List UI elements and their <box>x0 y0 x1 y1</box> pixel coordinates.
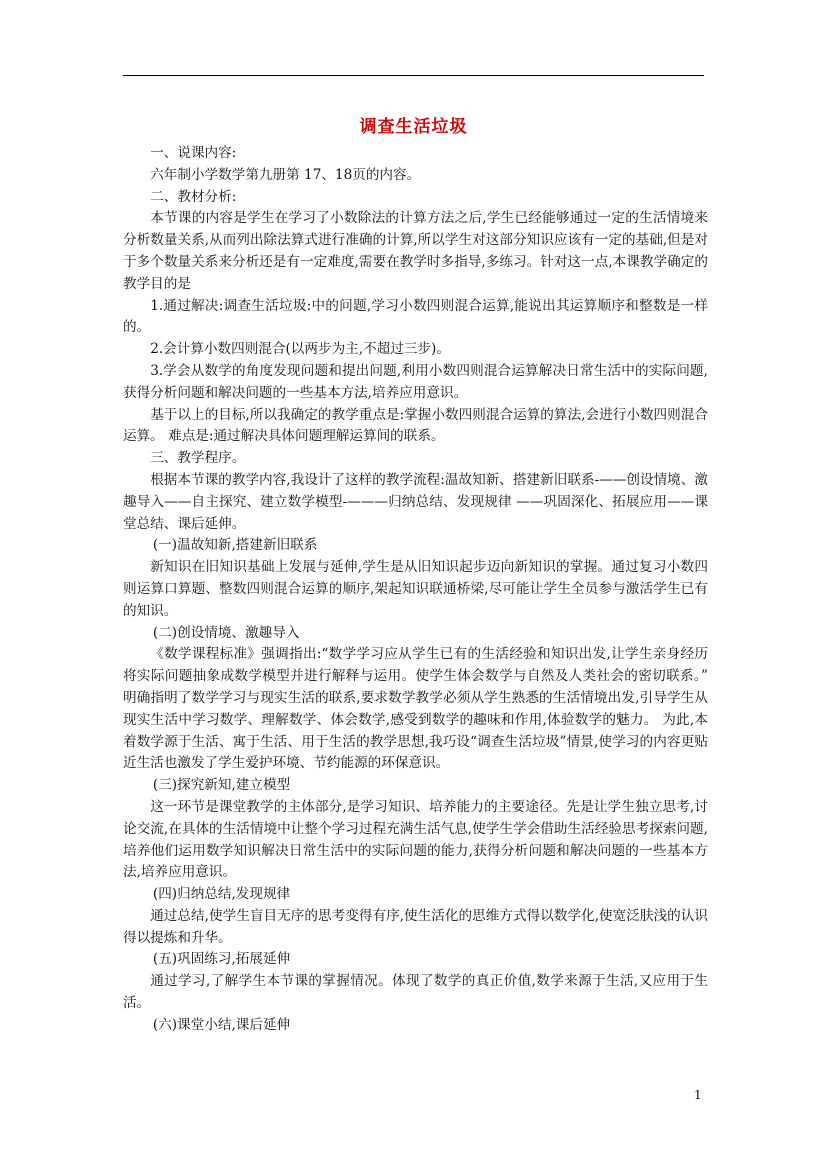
paragraph: 二、教材分析: <box>150 188 237 205</box>
paragraph: 这一环节是课堂教学的主体部分,是学习知识、培养能力的主要途径。先是让学生独立思考,讨论交流,在具体的生活情境中让整个学习过程充满生活气息,使学生学会借助生活经验思考探索问题,培养他们运用数学知识解决日常生活中的实际问题的能力,获得分析问题和解决问题的一些基本方法,培养应用意识。 <box>123 798 708 881</box>
paragraph: (一)温故知新,搭建新旧联系 <box>152 537 318 554</box>
paragraph: (五)巩固练习,拓展延伸 <box>152 951 291 968</box>
paragraph: 本节课的内容是学生在学习了小数除法的计算方法之后,学生已经能够通过一定的生活情境来分析数量关系,从而列出除法算式进行准确的计算,所以学生对这部分知识应该有一定的基础,但是对于多个数量关系来分析还是有一定难度,需要在教学时多指导,多练习。针对这一点,本课教学确定的教学目的是 <box>123 210 708 292</box>
paragraph: 3.学会从数学的角度发现问题和提出问题,利用小数四则混合运算解决日常生活中的实际问题,获得分析问题和解决问题的一些基本方法,培养应用意识。 <box>123 362 708 401</box>
document-title: 调查生活垃圾 <box>359 117 468 137</box>
paragraph: (四)归纳总结,发现规律 <box>152 886 291 903</box>
paragraph: (二)创设情境、激趣导入 <box>152 624 300 641</box>
paragraph: 根据本节课的教学内容,我设计了这样的教学流程:温故知新、搭建新旧联系-——创设情境、激趣导入——自主探究、建立数学模型-———归纳总结、发现规律 ——巩固深化、拓展应用——课堂总结、课后延伸。 <box>123 471 708 532</box>
paragraph: 基于以上的目标,所以我确定的教学重点是:掌握小数四则混合运算的算法,会进行小数四则混合运算。 难点是:通过解决具体问题理解运算间的联系。 <box>123 406 708 445</box>
paragraph: 三、教学程序。 <box>150 450 246 467</box>
paragraph: 通过总结,使学生盲目无序的思考变得有序,使生活化的思维方式得以数学化,使宽泛肤浅的认识得以提炼和升华。 <box>123 907 708 946</box>
paragraph: 通过学习,了解学生本节课的掌握情况。体现了数学的真正价值,数学来源于生活,又应用于生活。 <box>123 973 708 1012</box>
paragraph: (六)课堂小结,课后延伸 <box>152 1016 291 1033</box>
page-number: 1 <box>694 1088 702 1102</box>
paragraph: 《数学课程标准》强调指出:“数学学习应从学生已有的生活经验和知识出发,让学生亲身经历将实际问题抽象成数学模型并进行解释与运用。使学生体会数学与自然及人类社会的密切联系。” 明确指明了数学学习与现实生活的联系,要求数学教学必须从学生熟悉的生活情境出发,引导学生从现实生活中学习数学、理解数学、体会数学,感受到数学的趣味和作用,体验数学的魅力。 为此,本着数学源于生活、寓于生活、用于生活的教学思想,我巧设“调查生活垃圾”情景,使学习的内容更贴近生活也激发了学生爱护环境、节约能源的环保意识。 <box>123 646 708 772</box>
paragraph: 新知识在旧知识基础上发展与延伸,学生是从旧知识起步迈向新知识的掌握。通过复习小数四则运算口算题、整数四则混合运算的顺序,架起知识联通桥梁,尽可能让学生全员参与激活学生已有的知识。 <box>123 559 708 619</box>
document-body <box>123 143 708 1037</box>
paragraph: 2.会计算小数四则混合(以两步为主,不超过三步)。 <box>150 341 450 358</box>
paragraph: 六年制小学数学第九册第 17、18页的内容。 <box>150 166 421 183</box>
paragraph: (三)探究新知,建立模型 <box>152 777 291 794</box>
header-rule <box>123 75 704 76</box>
paragraph: 1.通过解决:调查生活垃圾:中的问题,学习小数四则混合运算,能说出其运算顺序和整数是一样的。 <box>123 297 708 336</box>
paragraph: 一、说课内容: <box>150 145 237 161</box>
